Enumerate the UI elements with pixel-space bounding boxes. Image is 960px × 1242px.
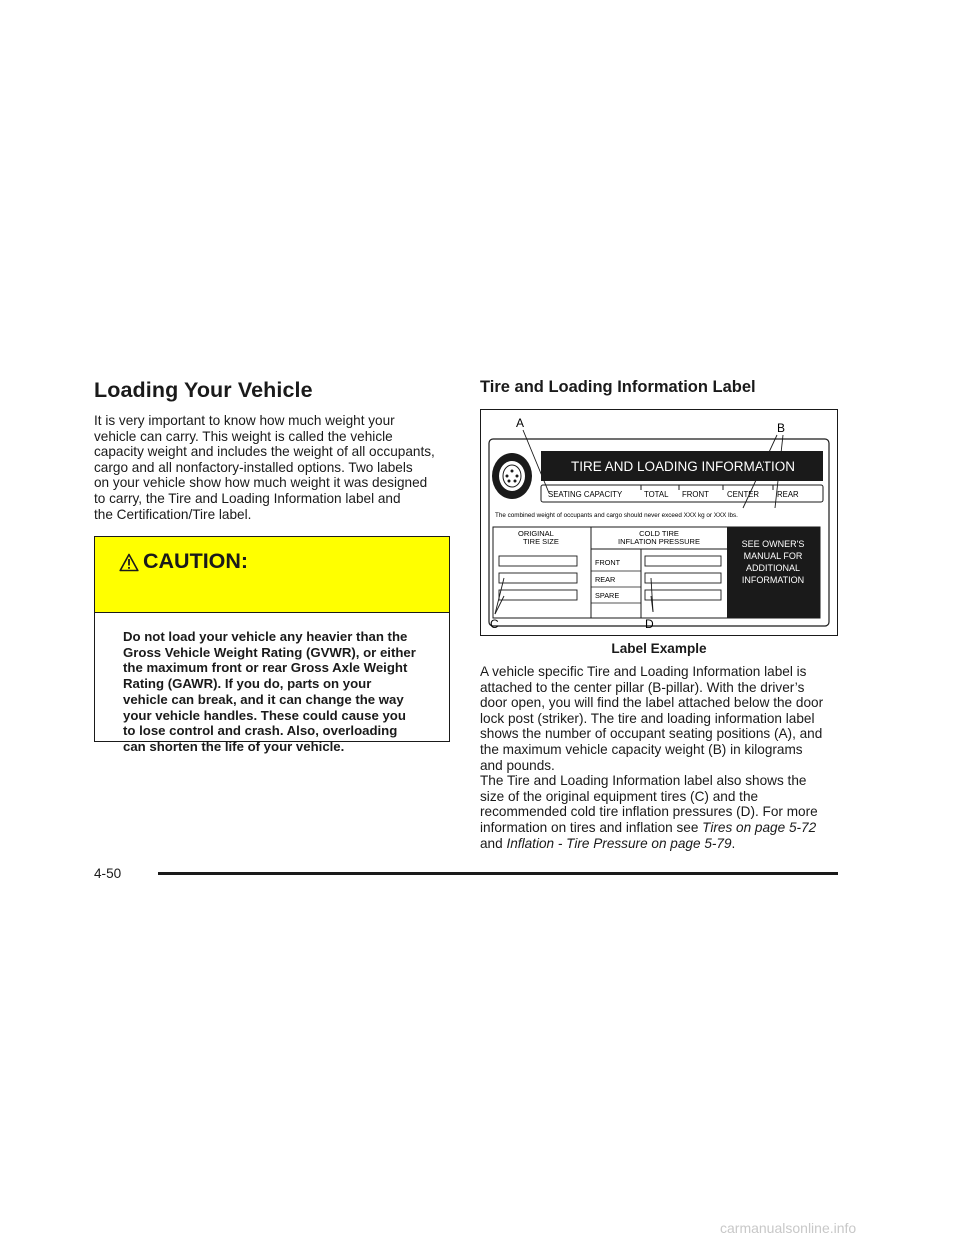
paragraph-line	[480, 820, 838, 836]
caution-line: your vehicle handles. These could cause you	[123, 707, 406, 723]
caution-line: Rating (GAWR). If you do, parts on your	[123, 676, 372, 692]
paragraph-1	[480, 664, 838, 773]
paragraph-line: the maximum vehicle capacity weight (B) in kilograms	[480, 741, 803, 757]
watermark: carmanualsonline.info	[720, 1220, 857, 1236]
page-number: 4-50	[94, 866, 122, 881]
tires-page-reference-link[interactable]: Tires on page 5-72	[702, 819, 817, 835]
seating-capacity-label: SEATING CAPACITY	[548, 490, 623, 499]
intro-line: on your vehicle show how much weight it was designed	[94, 475, 428, 491]
intro-line: It is very important to know how much weight your	[94, 413, 395, 428]
tire-icon	[492, 453, 532, 499]
original-tire-size-line2: TIRE SIZE	[523, 537, 559, 546]
paragraph-line: door open, you will find the label attached below the door	[480, 695, 824, 711]
caution-line: the maximum front or rear Gross Axle Weight	[123, 660, 408, 676]
tire-label-illustration	[481, 410, 837, 635]
tire-row-spare: SPARE	[595, 591, 620, 600]
paragraph-line: size of the original equipment tires (C) and the	[480, 788, 759, 804]
tire-row-front: FRONT	[595, 558, 621, 567]
see-owners-line2: MANUAL FOR	[743, 551, 803, 561]
caution-line: can shorten the life of your vehicle.	[123, 738, 345, 754]
intro-line: cargo and all nonfactory-installed options. Two labels	[94, 459, 413, 475]
right-column	[480, 378, 838, 851]
callout-a: A	[516, 416, 525, 430]
paragraph-line: The Tire and Loading Information label also shows the	[480, 773, 807, 789]
original-tire-size-line1: ORIGINAL	[518, 529, 554, 538]
caution-line: Do not load your vehicle any heavier than the	[123, 629, 408, 644]
caution-text	[123, 629, 416, 755]
seating-total-label: TOTAL	[644, 490, 669, 499]
paragraph-line: shows the number of occupant seating positions (A), and	[480, 726, 823, 742]
callout-c: C	[490, 617, 499, 631]
paragraph-2	[480, 773, 838, 851]
figure-caption: Label Example	[611, 641, 707, 656]
paragraph-line: lock post (striker). The tire and loading information label	[480, 710, 815, 726]
tire-row-rear: REAR	[595, 575, 616, 584]
caution-line: to lose control and crash. Also, overloading	[123, 723, 398, 739]
intro-line: the Certification/Tire label.	[94, 506, 252, 522]
paragraph-text: information on tires and inflation see	[480, 819, 703, 835]
intro-line: capacity weight and includes the weight of all occupants,	[94, 444, 435, 460]
section-title: Loading Your Vehicle	[94, 378, 313, 402]
intro-line: to carry, the Tire and Loading Information label and	[94, 490, 401, 506]
footer-rule	[158, 872, 838, 875]
seating-center-label: CENTER	[727, 490, 760, 499]
caution-line: Gross Vehicle Weight Rating (GVWR), or either	[123, 644, 416, 660]
combined-weight-note: The combined weight of occupants and cargo should never exceed XXX kg or XXX lbs.	[495, 512, 738, 519]
paragraph-text: .	[731, 835, 736, 851]
see-owners-line4: INFORMATION	[741, 575, 805, 585]
paragraph-line: recommended cold tire inflation pressures (D). For more	[480, 804, 818, 820]
caution-box	[94, 536, 450, 754]
paragraph-line: A vehicle specific Tire and Loading Information label is	[480, 664, 807, 679]
inflation-page-reference-link[interactable]: Inflation - Tire Pressure on page 5-79	[506, 835, 732, 851]
label-header: TIRE AND LOADING INFORMATION	[570, 459, 796, 474]
seating-front-label: FRONT	[682, 490, 709, 499]
intro-paragraph	[94, 413, 452, 522]
label-figure	[480, 409, 838, 636]
paragraph-line	[480, 836, 838, 852]
caution-header	[95, 537, 449, 613]
caution-title: CAUTION:	[143, 549, 249, 573]
subsection-title: Tire and Loading Information Label	[480, 378, 756, 396]
left-column	[94, 378, 452, 754]
see-owners-line1: SEE OWNER'S	[741, 539, 805, 549]
callout-d: D	[645, 617, 654, 631]
warning-triangle-icon	[119, 553, 139, 572]
paragraph-line: and pounds.	[480, 757, 555, 773]
caution-line: vehicle can break, and it can change the way	[123, 691, 404, 707]
callout-b: B	[777, 421, 786, 435]
seating-rear-label: REAR	[777, 490, 799, 499]
see-owners-line3: ADDITIONAL	[745, 563, 801, 573]
intro-line: vehicle can carry. This weight is called the vehicle	[94, 428, 393, 444]
cold-tire-line1: COLD TIRE	[639, 529, 679, 538]
right-body-text	[480, 664, 838, 851]
paragraph-text: and	[480, 835, 507, 851]
paragraph-line: attached to the center pillar (B-pillar). With the driver’s	[480, 679, 805, 695]
cold-tire-line2: INFLATION PRESSURE	[618, 537, 700, 546]
